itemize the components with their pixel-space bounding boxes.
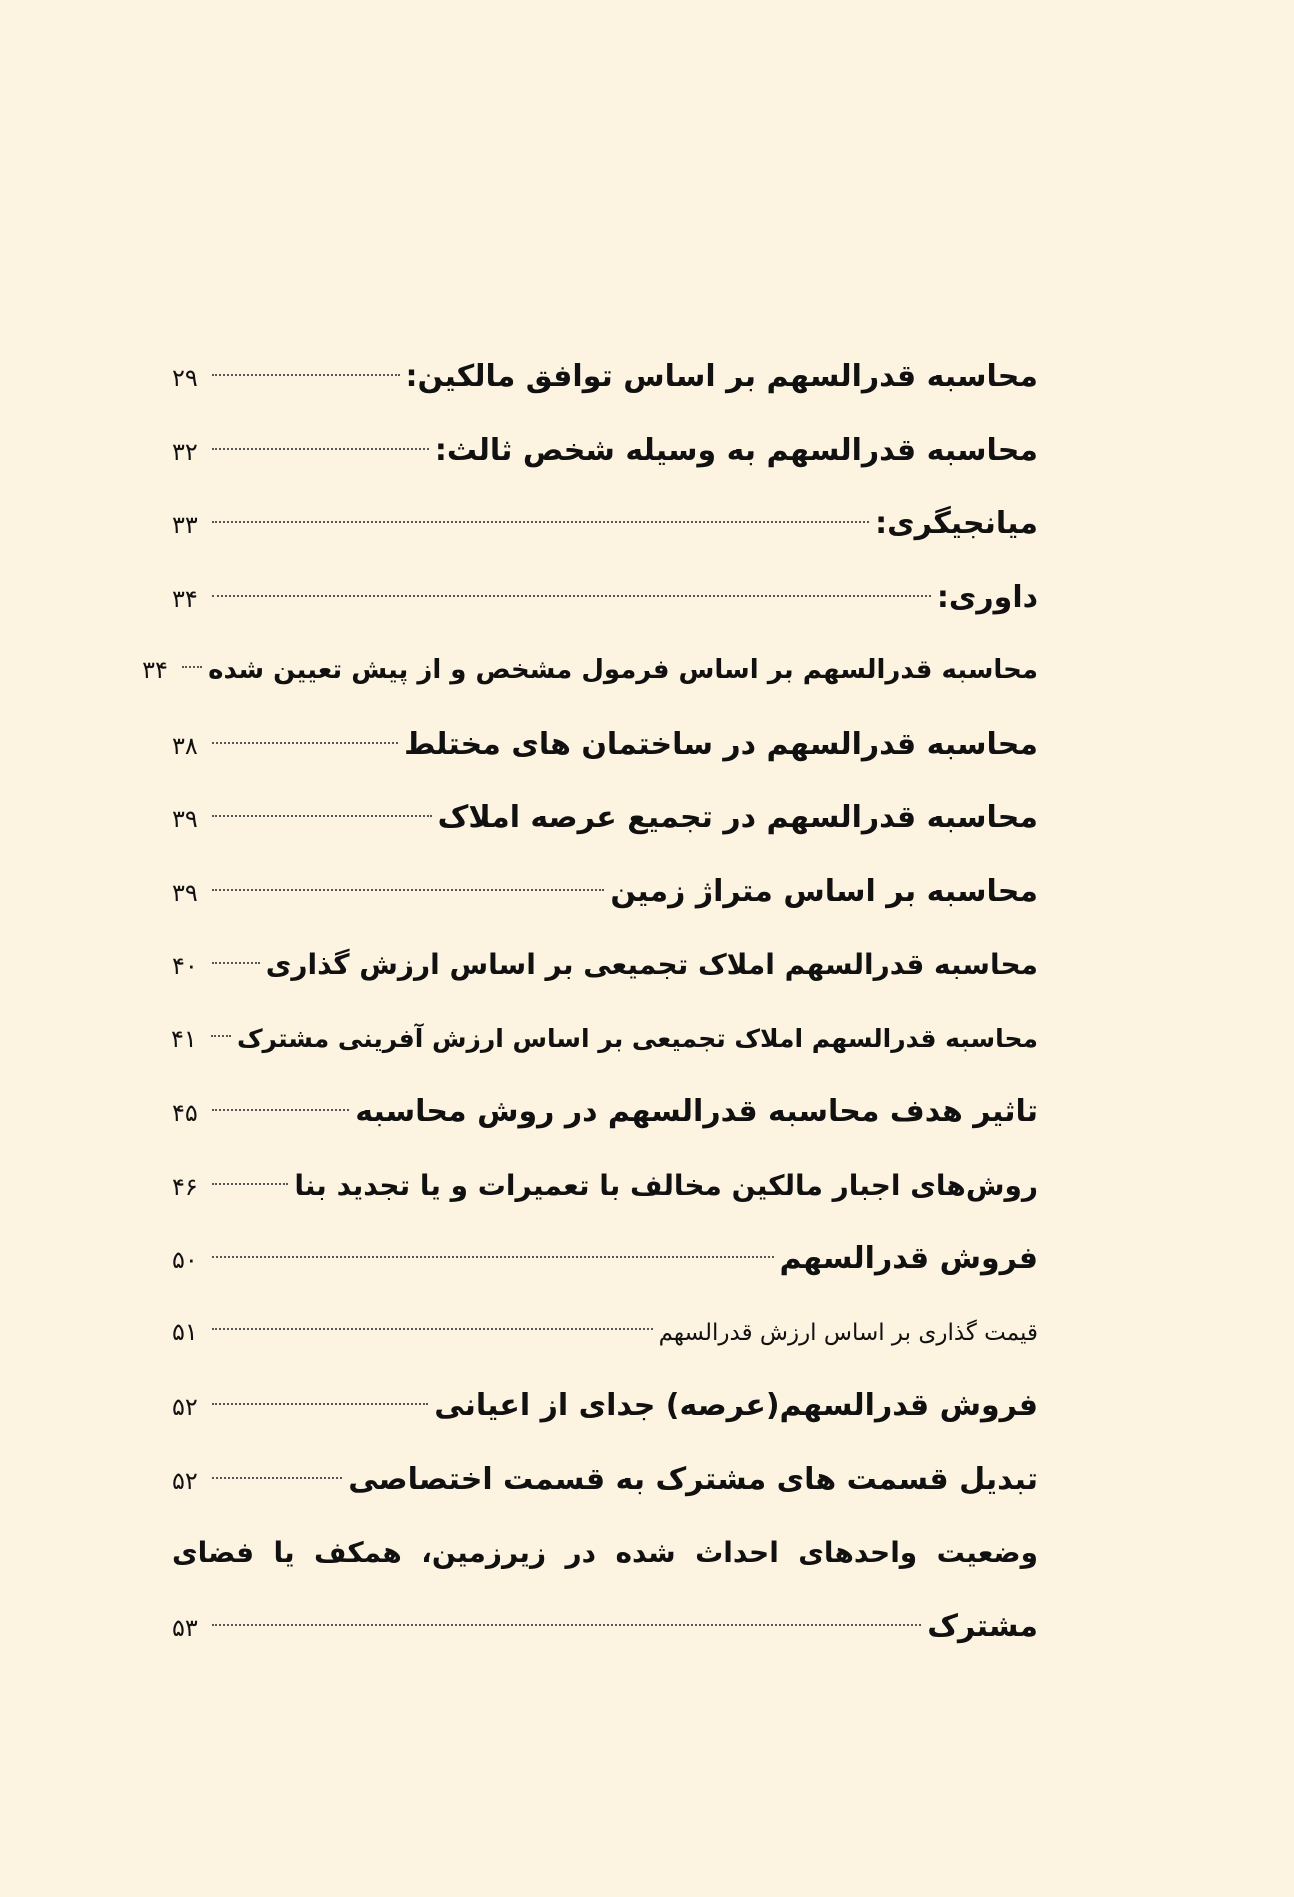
toc-entry-title: محاسبه قدرالسهم املاک تجمیعی بر اساس ارزش آفرینی مشترک	[236, 1023, 1038, 1053]
dot-leader	[212, 595, 931, 597]
dot-leader	[212, 1477, 342, 1479]
toc-entry[interactable]	[172, 1590, 1038, 1664]
toc-entry[interactable]	[172, 340, 1038, 414]
dot-leader	[212, 1256, 774, 1258]
toc-entry[interactable]	[172, 1075, 1038, 1149]
toc-entry-title: محاسبه قدرالسهم بر اساس توافق مالکین:	[405, 359, 1038, 394]
dot-leader	[212, 1109, 349, 1111]
toc-entry-title-line2: مشترک	[927, 1608, 1038, 1644]
toc-entry[interactable]	[172, 561, 1038, 635]
toc-entry[interactable]	[172, 781, 1038, 855]
toc-page-number: ۲۹	[172, 364, 198, 392]
toc-page-number: ۴۱	[170, 1024, 197, 1053]
dot-leader	[212, 815, 432, 817]
toc-page-number: ۵۰	[172, 1246, 198, 1274]
dot-leader	[212, 889, 604, 891]
toc-entry[interactable]	[172, 1149, 1038, 1223]
dot-leader	[212, 742, 398, 744]
toc-entry[interactable]	[172, 708, 1038, 782]
toc-entry-title: فروش قدرالسهم(عرصه) جدای از اعیانی	[434, 1388, 1038, 1423]
toc-entry-title: قیمت گذاری بر اساس ارزش قدرالسهم	[658, 1319, 1038, 1346]
toc-entry[interactable]	[172, 1369, 1038, 1443]
dot-leader	[212, 1403, 428, 1405]
toc-entry-title: محاسبه قدرالسهم به وسیله شخص ثالث:	[434, 432, 1038, 468]
toc-entry[interactable]	[172, 487, 1038, 561]
dot-leader	[212, 521, 869, 523]
toc-page-number: ۳۸	[172, 731, 198, 760]
toc-entry-title: محاسبه قدرالسهم در تجمیع عرصه املاک	[437, 800, 1038, 835]
toc-entry-title: محاسبه قدرالسهم املاک تجمیعی بر اساس ارزش گذاری	[265, 948, 1038, 981]
toc-page-number: ۳۹	[172, 805, 198, 833]
toc-page-number: ۵۲	[172, 1393, 198, 1421]
toc-entry[interactable]	[142, 634, 1038, 708]
dot-leader	[212, 1328, 653, 1330]
dot-leader	[212, 448, 429, 450]
toc-page-number: ۴۶	[172, 1172, 198, 1201]
toc-entry-title: فروش قدرالسهم	[779, 1241, 1038, 1276]
toc-page-number: ۳۴	[172, 584, 198, 613]
toc-entry[interactable]	[172, 928, 1038, 1002]
toc-entry-title: روش‌های اجبار مالکین مخالف با تعمیرات و یا تجدید بنا	[294, 1168, 1038, 1202]
toc-entry-title: محاسبه قدرالسهم در ساختمان های مختلط	[404, 726, 1038, 762]
toc-page-number: ۳۳	[172, 511, 198, 539]
toc-page-number: ۵۱	[172, 1317, 198, 1346]
toc-page-number: ۳۹	[172, 878, 198, 907]
toc-entry[interactable]	[172, 1443, 1038, 1517]
dot-leader	[182, 666, 202, 668]
toc-page-number: ۴۵	[172, 1099, 198, 1127]
toc-entry-title: داوری:	[936, 579, 1038, 615]
toc-entry[interactable]	[172, 1222, 1038, 1296]
dot-leader	[211, 1035, 231, 1037]
toc-page-number: ۵۲	[172, 1466, 198, 1495]
toc-page-number: ۳۴	[142, 656, 168, 684]
toc-page-number: ۴۰	[172, 952, 198, 980]
toc-entry[interactable]	[172, 1002, 1038, 1076]
toc-entry-title: تبدیل قسمت های مشترک به قسمت اختصاصی	[348, 1461, 1038, 1497]
toc-entry-title: تاثیر هدف محاسبه قدرالسهم در روش محاسبه	[355, 1094, 1038, 1129]
toc-entry-title: محاسبه بر اساس متراژ زمین	[610, 873, 1038, 909]
toc-entry[interactable]	[172, 855, 1038, 929]
toc-page-number: ۳۲	[172, 437, 198, 466]
toc-page-number: ۵۳	[172, 1613, 198, 1642]
dot-leader	[212, 1183, 288, 1185]
dot-leader	[212, 962, 260, 964]
toc-entry-title: میانجیگری:	[875, 506, 1038, 541]
toc-entry[interactable]	[172, 1296, 1038, 1370]
dot-leader	[212, 1624, 921, 1626]
toc-entry[interactable]	[172, 414, 1038, 488]
dot-leader	[212, 374, 400, 376]
toc-entry-title-line1[interactable]: وضعیت واحدهای احداث شده در زیرزمین، همکف یا فضای	[172, 1536, 1038, 1569]
table-of-contents	[142, 340, 1038, 1663]
toc-entry-title: محاسبه قدرالسهم بر اساس فرمول مشخص و از پیش تعیین شده	[208, 655, 1038, 685]
